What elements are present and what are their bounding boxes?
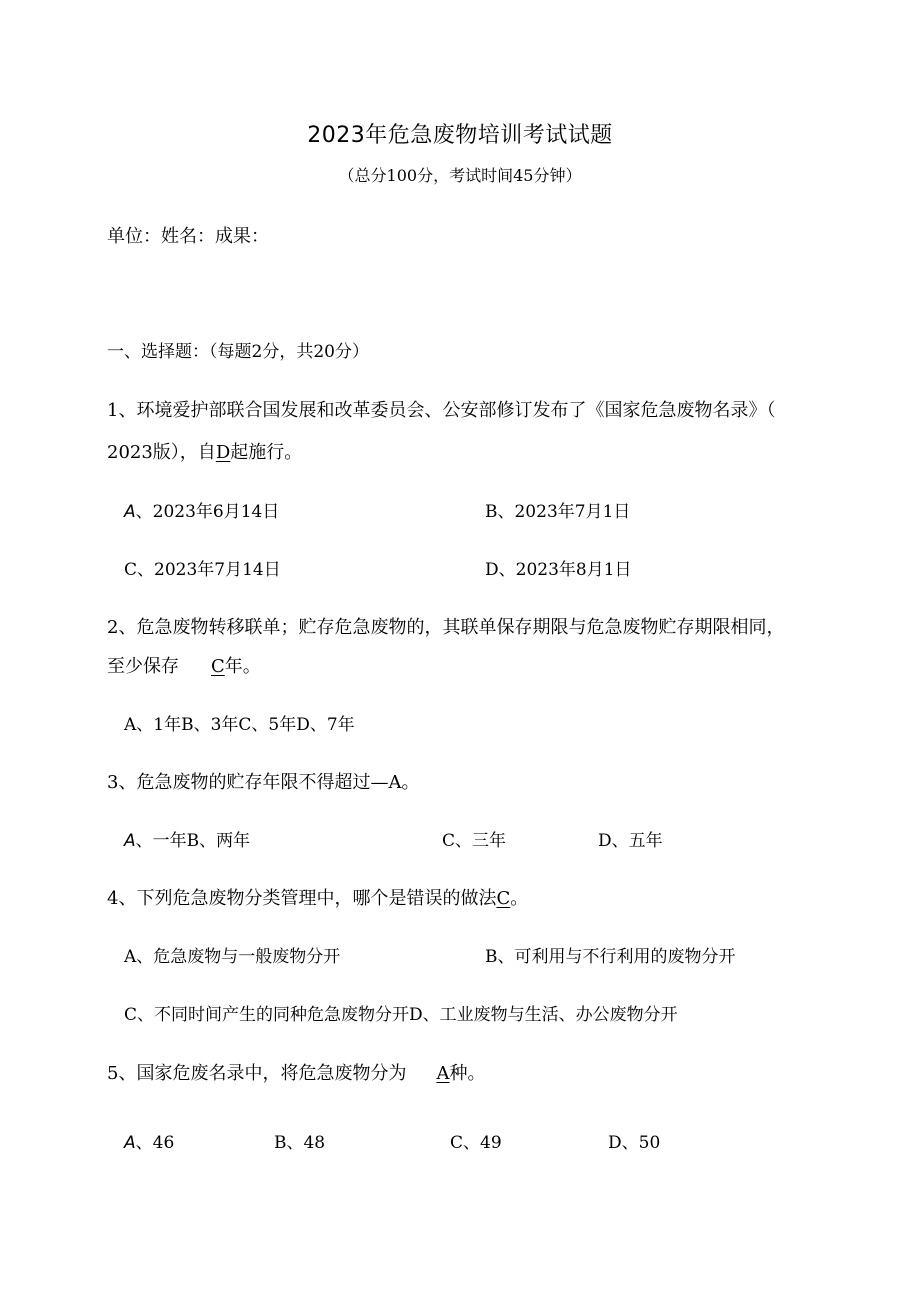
question-1-option-d: D、2023年8月1日 bbox=[485, 560, 632, 580]
question-3-stem bbox=[107, 771, 419, 795]
question-1-stem-post: 起施行。 bbox=[230, 442, 303, 463]
option-a-letter: A bbox=[124, 1133, 136, 1153]
question-1-line-2 bbox=[107, 441, 302, 465]
question-5-option-b: B、48 bbox=[274, 1133, 326, 1153]
question-4-stem-pre: 4、下列危急废物分类管理中，哪个是错误的做法 bbox=[107, 888, 497, 909]
question-3-option-c: C、三年 bbox=[442, 831, 507, 851]
question-1-line-1: 1、环境爱护部联合国发展和改革委员会、公安部修订发布了《国家危急废物名录》（ bbox=[107, 400, 776, 421]
question-3-option-ab bbox=[124, 829, 250, 853]
question-3-stem-pre: 3、危急废物的贮存年限不得超过— bbox=[107, 772, 389, 793]
question-1-answer: D bbox=[215, 442, 231, 463]
question-5-option-d: D、50 bbox=[608, 1133, 661, 1153]
question-2-line-2 bbox=[107, 655, 261, 679]
question-4-option-a: A、危急废物与一般废物分开 bbox=[124, 947, 341, 967]
question-4-stem bbox=[107, 887, 528, 911]
question-5-stem-pre: 5、国家危废名录中，将危急废物分为 bbox=[107, 1063, 407, 1084]
question-5-option-a bbox=[124, 1131, 174, 1155]
option-a-letter: A bbox=[124, 831, 136, 851]
page-title: 2023年危急废物培训考试试题 bbox=[307, 123, 613, 148]
question-2-stem-pre: 至少保存 bbox=[107, 656, 179, 677]
exam-subtitle: （总分100分，考试时间45分钟） bbox=[338, 166, 582, 185]
question-5-stem-post: 种。 bbox=[449, 1063, 486, 1084]
question-2-options: A、1年B、3年C、5年D、7年 bbox=[124, 715, 355, 735]
option-a-text: 、2023年6月14日 bbox=[135, 502, 280, 522]
question-4-option-cd: C、不同时间产生的同种危急废物分开D、工业废物与生活、办公废物分开 bbox=[124, 1005, 678, 1025]
question-2-answer: C bbox=[211, 656, 225, 677]
option-a-text: 、46 bbox=[135, 1133, 175, 1153]
question-4-option-b: B、可利用与不行利用的废物分开 bbox=[485, 947, 736, 967]
question-1-option-a bbox=[124, 500, 279, 524]
question-3-stem-post: 。 bbox=[401, 772, 420, 793]
question-4-answer: C bbox=[496, 888, 511, 909]
question-5-stem bbox=[107, 1062, 485, 1086]
question-5-answer: A bbox=[436, 1063, 450, 1084]
info-line: 单位：姓名：成果： bbox=[107, 226, 269, 247]
question-1-stem-pre: 2023版），自 bbox=[107, 442, 216, 463]
question-2-line-1: 2、危急废物转移联单；贮存危急废物的，其联单保存期限与危急废物贮存期限相同， bbox=[107, 617, 785, 638]
question-3-option-d: D、五年 bbox=[598, 831, 663, 851]
question-1-option-c: C、2023年7月14日 bbox=[124, 560, 281, 580]
question-4-stem-post: 。 bbox=[510, 888, 529, 909]
option-ab-text: 、一年B、两年 bbox=[135, 831, 251, 851]
section-heading: 一、选择题：（每题2分，共20分） bbox=[107, 342, 369, 362]
question-5-option-c: C、49 bbox=[450, 1133, 502, 1153]
question-2-stem-post: 年。 bbox=[224, 656, 261, 677]
option-a-letter: A bbox=[124, 502, 136, 522]
question-1-option-b: B、2023年7月1日 bbox=[485, 502, 631, 522]
question-3-answer: A bbox=[388, 772, 402, 793]
